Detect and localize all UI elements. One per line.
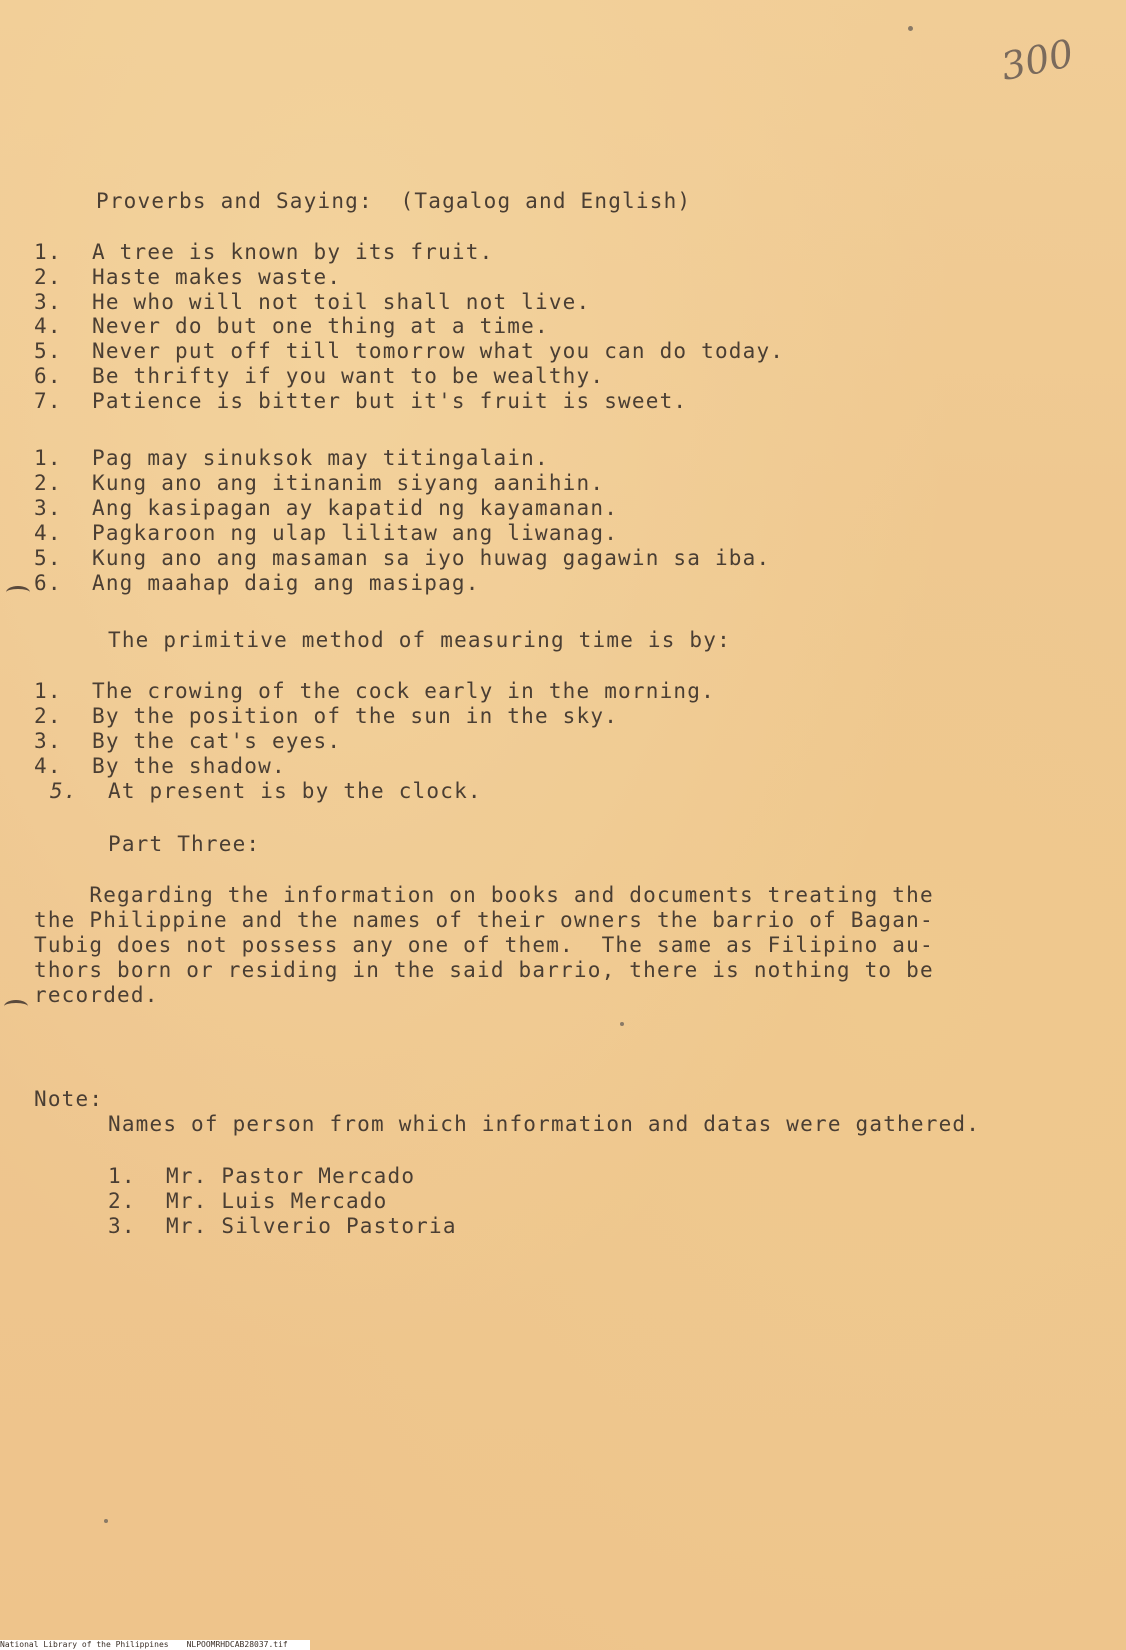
paragraph-line: recorded. (34, 983, 159, 1007)
list-item: 4. By the shadow. (34, 754, 286, 778)
list-item: 2. Kung ano ang itinanim siyang aanihin. (34, 471, 605, 495)
list-item: 3. He who will not toil shall not live. (34, 290, 591, 314)
proverbs-heading: Proverbs and Saying: (Tagalog and English) (96, 189, 692, 213)
footer-library: National Library of the Philippines (0, 1640, 169, 1649)
paragraph-line: thors born or residing in the said barrio, there is nothing to be (34, 958, 934, 982)
paragraph-line: the Philippine and the names of their owners the barrio of Bagan- (34, 908, 934, 932)
speck (104, 1519, 108, 1523)
list-item: 6. Be thrifty if you want to be wealthy. (34, 364, 605, 388)
list-item: 6. Ang maahap daig ang masipag. (34, 571, 480, 595)
paragraph-line: Regarding the information on books and documents treating the (34, 883, 934, 907)
list-item: 2. Mr. Luis Mercado (108, 1189, 388, 1213)
list-item: 3. By the cat's eyes. (34, 729, 342, 753)
list-item: 1. Mr. Pastor Mercado (108, 1164, 416, 1188)
list-item: 3. Ang kasipagan ay kapatid ng kayamanan. (34, 496, 619, 520)
time-method-heading: The primitive method of measuring time is by: (108, 628, 731, 652)
list-item: 7. Patience is bitter but it's fruit is sweet. (34, 389, 688, 413)
speck (620, 1022, 624, 1026)
list-item: 4. Pagkaroon ng ulap lilitaw ang liwanag. (34, 521, 619, 545)
list-item: 5. Never put off till tomorrow what you can do today. (34, 339, 785, 363)
paragraph-line: Tubig does not possess any one of them. The same as Filipino au- (34, 933, 934, 957)
footer-file: NLPOOMRHDCAB28037.tif (186, 1640, 288, 1649)
handwritten-page-number: 300 (997, 30, 1078, 90)
speck (908, 26, 913, 31)
list-item: 1. The crowing of the cock early in the morning. (34, 679, 715, 703)
list-item: 5. At present is by the clock. (50, 779, 482, 803)
list-item: 1. Pag may sinuksok may titingalain. (34, 446, 549, 470)
list-item: 4. Never do but one thing at a time. (34, 314, 549, 338)
list-item: 2. Haste makes waste. (34, 265, 342, 289)
note-text: Names of person from which information and datas were gathered. (108, 1112, 981, 1136)
archive-footer (0, 1640, 310, 1650)
part-three-heading: Part Three: (108, 832, 261, 856)
list-item: 1. A tree is known by its fruit. (34, 240, 494, 264)
list-item: 3. Mr. Silverio Pastoria (108, 1214, 457, 1238)
margin-mark-icon (4, 1000, 28, 1013)
list-item: 5. Kung ano ang masaman sa iyo huwag gagawin sa iba. (34, 546, 771, 570)
margin-mark-icon (6, 586, 30, 599)
list-item: 2. By the position of the sun in the sky. (34, 704, 619, 728)
note-label: Note: (34, 1087, 104, 1111)
